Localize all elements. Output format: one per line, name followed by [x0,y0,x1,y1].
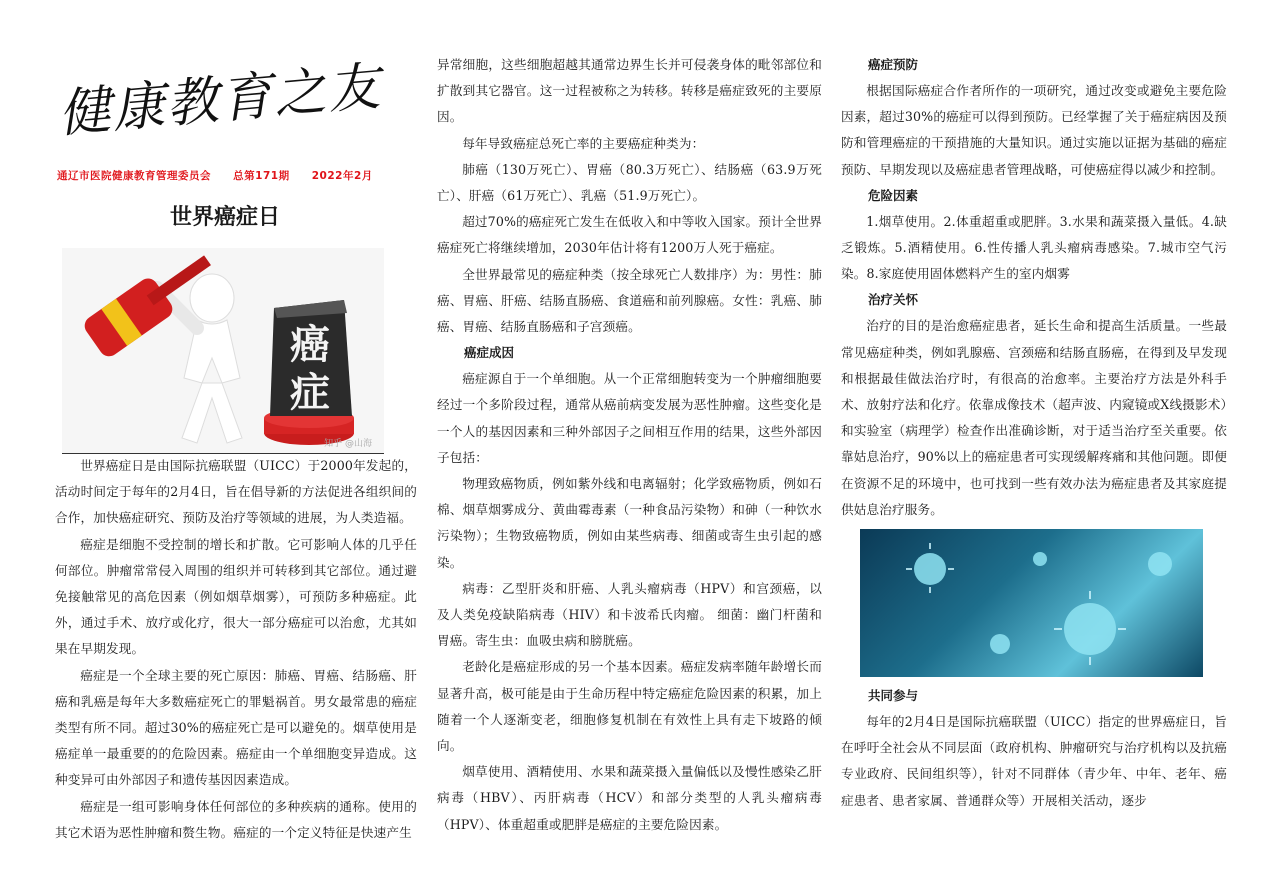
paragraph: 全世界最常见的癌症种类（按全球死亡人数排序）为：男性：肺癌、胃癌、肝癌、结肠直肠癌、食道癌和前列腺癌。女性：乳癌、肺癌、胃癌、结肠直肠癌和子宫颈癌。 [437,266,822,335]
paragraph: 世界癌症日是由国际抗癌联盟（UICC）于2000年发起的，活动时间定于每年的2月4日，旨在倡导新的方法促进各组织间的合作，加快癌症研究、预防及治疗等领域的进展，为人类造福。 [55,458,417,526]
section-heading-participation: 共同参与 [868,688,919,704]
column-2 [437,52,822,838]
issue-line [57,168,391,183]
paragraph: 烟草使用、酒精使用、水果和蔬菜摄入量偏低以及慢性感染乙肝病毒（HBV）、丙肝病毒（HCV）和部分类型的人乳头瘤病毒（HPV）、体重超重或肥胖是癌症的主要危险因素。 [437,764,822,832]
paragraph: 老龄化是癌症形成的另一个基本因素。癌症发病率随年龄增长而显著升高，极可能是由于生命历程中特定癌症危险因素的积累，加上随着一个人逐渐变老，细胞修复机制在有效性上具有走下坡路的倾向。 [437,659,822,754]
issuer: 通辽市医院健康教育管理委员会 [57,170,211,182]
paragraph: 每年的2月4日是国际抗癌联盟（UICC）指定的世界癌症日，旨在呼吁全社会从不同层面（政府机构、肿瘤研究与治疗机构以及抗癌专业政府、民间组织等），针对不同群体（青少年、中年、老年、癌症患者、患者家属、普通群众等）开展相关活动，逐步 [841,714,1227,808]
masthead-title: 健康教育之友 [56,56,385,145]
section-heading-risk: 危险因素 [868,187,919,203]
issue-number: 总第171期 [233,170,290,182]
paragraph: 物理致癌物质，例如紫外线和电离辐射；化学致癌物质，例如石棉、烟草烟雾成分、黄曲霉毒素（一种食品污染物）和砷（一种饮水污染物）；生物致癌物质，例如由某些病毒、细菌或寄生虫引起的感染。 [437,476,822,570]
paragraph: 超过70%的癌症死亡发生在低收入和中等收入国家。预计全世界癌症死亡将继续增加，2030年估计将有1200万人死于癌症。 [437,214,822,256]
hero-char-2: 症 [290,370,330,416]
hero-char-1: 癌 [290,322,330,368]
section-heading-prevention: 癌症预防 [868,57,919,72]
hero-watermark: 知乎 @山海 [324,439,372,449]
virus-image [860,529,1203,677]
paragraph: 癌症是一个全球主要的死亡原因：肺癌、胃癌、结肠癌、肝癌和乳癌是每年大多数癌症死亡的罪魁祸首。男女最常患的癌症类型有所不同。超过30%的癌症死亡是可以避免的。烟草使用是癌症单一最重要的的危险因素。癌症由一个单细胞变异造成。这种变异可由外部因子和遗传基因因素造成。 [55,667,417,788]
paragraph: 每年导致癌症总死亡率的主要癌症种类为： [462,135,705,151]
masthead [55,52,415,145]
paragraph: 1.烟草使用。2.体重超重或肥胖。3.水果和蔬菜摄入量低。4.缺乏锻炼。5.酒精使用。6.性传播人乳头瘤病毒感染。7.城市空气污染。8.家庭使用固体燃料产生的室内烟雾 [841,213,1227,282]
hero-illustration [62,248,384,453]
issue-date: 2022年2月 [311,170,373,182]
article-title: 世界癌症日 [169,205,280,230]
virus-illustration [860,529,1203,677]
paragraph-continuation: 异常细胞，这些细胞超越其通常边界生长并可侵袭身体的毗邻部位和扩散到其它器官。这一过程被称之为转移。转移是癌症致死的主要原因。 [437,57,822,125]
paragraph: 治疗的目的是治愈癌症患者，延长生命和提高生活质量。一些最常见癌症种类，例如乳腺癌、宫颈癌和结肠直肠癌，在得到及早发现和根据最佳做法治疗时，有很高的治愈率。主要治疗方法是外科手术、放射疗法和化疗。依靠成像技术（超声波、内窥镜或X线摄影术）和实验室（病理学）检查作出准确诊断，对于适当治疗至关重要。依靠姑息治疗，90%以上的癌症患者可实现缓解疼痛和其他问题。即便在资源不足的环境中，也可找到一些有效办法为癌症患者及其家庭提供姑息治疗服务。 [841,318,1227,517]
section-heading-cause: 癌症成因 [464,345,515,361]
paragraph: 癌症源自于一个单细胞。从一个正常细胞转变为一个肿瘤细胞要经过一个多阶段过程，通常从癌前病变发展为恶性肿瘤。这些变化是一个人的基因因素和三种外部因子之间相互作用的结果，这些外部因子包括： [437,371,822,465]
paragraph: 根据国际癌症合作者所作的一项研究，通过改变或避免主要危险因素，超过30%的癌症可以得到预防。已经掌握了关于癌症病因及预防和管理癌症的干预措施的大量知识。通过实施以证据为基础的癌症预防、早期发现以及癌症患者管理战略，可使癌症得以减少和控制。 [841,83,1227,177]
section-heading-treatment: 治疗关怀 [868,292,919,308]
hero-image [62,248,384,454]
paragraph: 癌症是细胞不受控制的增长和扩散。它可影响人体的几乎任何部位。肿瘤常常侵入周围的组织并可转移到其它部位。通过避免接触常见的高危因素（例如烟草烟雾），可预防多种癌症。此外，通过手术、放疗或化疗，很大一部分癌症可以治愈，尤其如果在早期发现。 [55,536,417,657]
paragraph: 肺癌（130万死亡）、胃癌（80.3万死亡）、结肠癌（63.9万死亡）、肝癌（61万死亡）、乳癌（51.9万死亡）。 [437,161,822,204]
paragraph: 癌症是一组可影响身体任何部位的多种疾病的通称。使用的其它术语为恶性肿瘤和赘生物。癌症的一个定义特征是快速产生 [55,798,417,840]
column-1 [55,453,417,846]
paragraph: 病毒：乙型肝炎和肝癌、人乳头瘤病毒（HPV）和宫颈癌，以及人类免疫缺陷病毒（HIV）和卡波希氏肉瘤。 细菌：幽门杆菌和胃癌。寄生虫：血吸虫病和膀胱癌。 [437,580,822,649]
column-3 [841,52,1227,814]
